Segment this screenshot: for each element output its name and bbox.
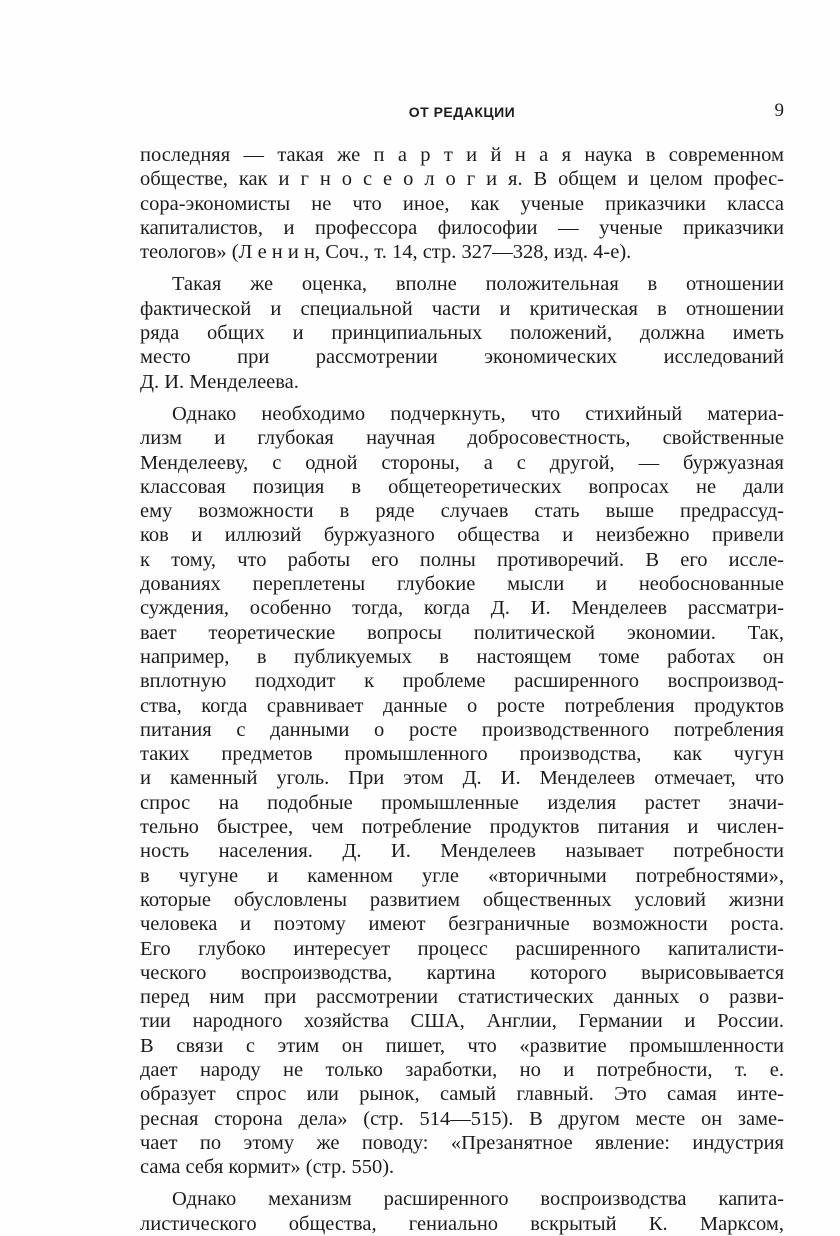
text-line: В связи с этим он пишет, что «развитие промышленности xyxy=(140,1034,784,1057)
text-line: Однако механизм расширенного воспроизводства капита- xyxy=(172,1188,784,1211)
text-line: питания с данными о росте производственного потребления xyxy=(140,718,784,741)
text-line: образует спрос или рынок, самый главный. Это самая инте- xyxy=(140,1083,784,1106)
text-line: ческого воспроизводства, картина которого вырисовывается xyxy=(140,961,784,984)
paragraph xyxy=(140,143,784,264)
text-line: перед ним при рассмотрении статистических данных о разви- xyxy=(140,986,784,1009)
text-line: которые обусловлены развитием общественных условий жизни xyxy=(140,888,784,911)
text-line: например, в публикуемых в настоящем томе работах он xyxy=(140,645,784,668)
text-line: ему возможности в ряде случаев стать выше предрассуд- xyxy=(140,500,784,523)
text-line: лизм и глубокая научная добросовестность, свойственные xyxy=(140,427,784,450)
text-line: листического общества, гениально вскрытый К. Марксом, xyxy=(140,1212,784,1235)
text-line: и каменный уголь. При этом Д. И. Менделеев отмечает, что xyxy=(140,767,784,790)
text-line: Менделееву, с одной стороны, а с другой, — буржуазная xyxy=(140,451,784,474)
text-line: в чугуне и каменном угле «вторичными потребностями», xyxy=(140,864,784,887)
text-line: обществе, как и г н о с е о л о г и я. В общем и целом профес- xyxy=(140,168,784,191)
text-line: тии народного хозяйства США, Англии, Германии и России. xyxy=(140,1010,784,1033)
text-line: Его глубоко интересует процесс расширенного капиталисти- xyxy=(140,937,784,960)
body-text xyxy=(140,143,784,1236)
text-line: вплотную подходит к проблеме расширенного воспроизвод- xyxy=(140,670,784,693)
text-line: теологов» (Л е н и н, Соч., т. 14, стр. 327—328, изд. 4-е). xyxy=(140,241,632,264)
text-line: тельно быстрее, чем потребление продуктов питания и числен- xyxy=(140,816,784,839)
text-line: спрос на подобные промышленные изделия растет значи- xyxy=(140,791,784,814)
paragraph xyxy=(140,272,784,393)
text-line: Д. И. Менделеева. xyxy=(140,370,299,393)
paragraph xyxy=(140,402,784,1180)
text-line: капиталистов, и профессора философии — ученые приказчики xyxy=(140,216,784,239)
text-line: дает народу не только заработки, но и потребности, т. е. xyxy=(140,1058,784,1081)
page-header xyxy=(140,102,784,124)
text-line: таких предметов промышленного производства, как чугун xyxy=(140,743,784,766)
page-number: 9 xyxy=(774,100,784,121)
text-line: ряда общих и принципиальных положений, должна иметь xyxy=(140,322,784,345)
text-line: Такая же оценка, вполне положительная в отношении xyxy=(172,273,784,296)
text-line: Однако необходимо подчеркнуть, что стихийный материа- xyxy=(172,402,784,425)
text-line: ресная сторона дела» (стр. 514—515). В другом месте он заме- xyxy=(140,1107,784,1130)
text-line: чает по этому же поводу: «Презанятное явление: индустрия xyxy=(140,1131,784,1154)
text-line: ков и иллюзий буржуазного общества и неизбежно привели xyxy=(140,524,784,547)
text-line: сама себя кормит» (стр. 550). xyxy=(140,1156,395,1179)
text-line: место при рассмотрении экономических исследований xyxy=(140,346,784,369)
text-line: сора-экономисты не что иное, как ученые приказчики класса xyxy=(140,192,784,215)
text-line: ства, когда сравнивает данные о росте потребления продуктов xyxy=(140,694,784,717)
text-line: дованиях переплетены глубокие мысли и необоснованные xyxy=(140,573,784,596)
paragraph xyxy=(140,1187,784,1236)
text-line: классовая позиция в общетеоретических вопросах не дали xyxy=(140,475,784,498)
text-line: последняя — такая же п а р т и й н а я наука в современном xyxy=(140,144,784,166)
text-line: вает теоретические вопросы политической экономии. Так, xyxy=(140,621,784,644)
text-line: ность населения. Д. И. Менделеев называет потребности xyxy=(140,840,784,863)
text-line: к тому, что работы его полны противоречий. В его иссле- xyxy=(140,548,784,571)
text-line: человека и поэтому имеют безграничные возможности роста. xyxy=(140,913,784,936)
text-line: суждения, особенно тогда, когда Д. И. Менделеев рассматри- xyxy=(140,597,784,620)
running-title: ОТ РЕДАКЦИИ xyxy=(408,104,516,120)
text-line: фактической и специальной части и критическая в отношении xyxy=(140,297,784,320)
